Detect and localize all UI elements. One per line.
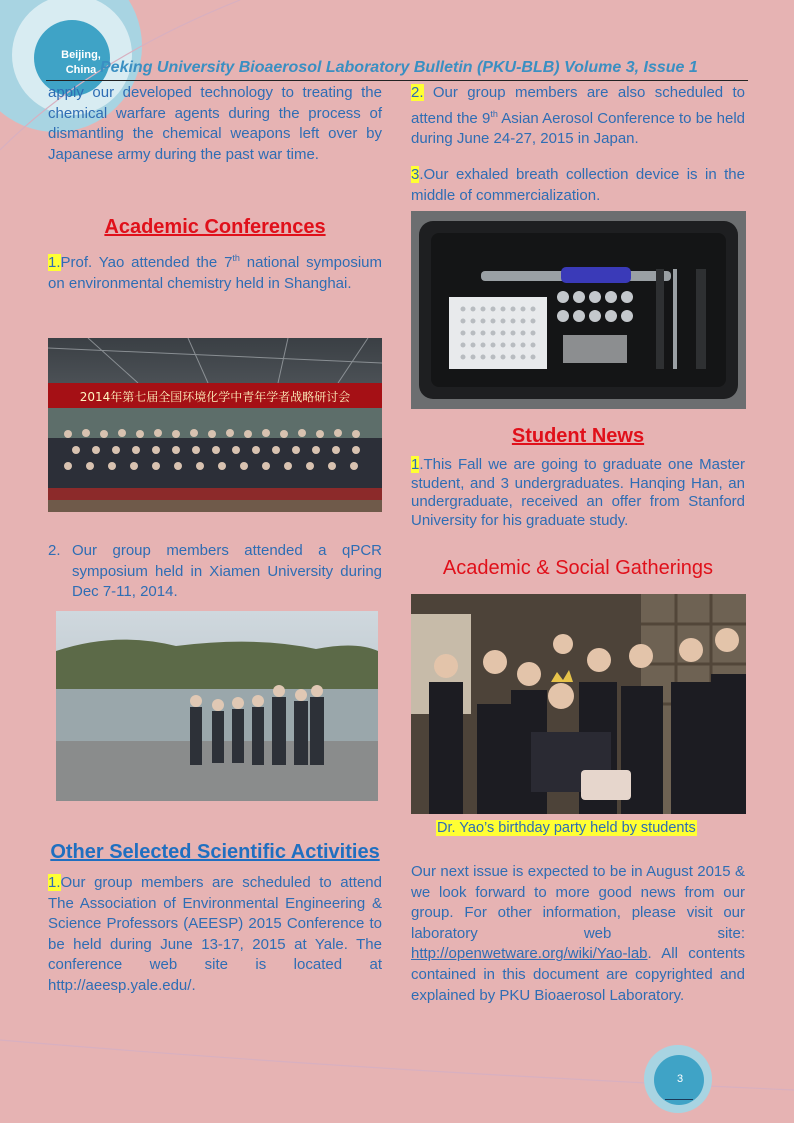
student-news-item-1-text: .This Fall we are going to graduate one Master student, and 3 undergraduates. Hanqing Han, an undergraduate, received an offer from Stanford University for his graduate study. — [411, 456, 745, 529]
conference-item-1-text: Prof. Yao attended the 7 — [60, 254, 233, 271]
birthday-caption: Dr. Yao’s birthday party held by students — [437, 820, 696, 836]
student-news-heading: Student News — [511, 425, 645, 447]
superscript: th — [232, 253, 240, 263]
right-item-2 — [411, 83, 745, 150]
lab-website-link[interactable]: http://openwetware.org/wiki/Yao-lab — [411, 945, 648, 963]
item-number-highlight: 3 — [411, 166, 420, 183]
location-line-2: China — [65, 64, 97, 76]
conference-item-2 — [48, 541, 382, 603]
academic-conferences-heading: Academic Conferences — [104, 216, 326, 238]
breath-collection-device-photo — [411, 211, 746, 409]
item-number-highlight: 1 — [411, 456, 420, 473]
birthday-party-photo — [411, 594, 746, 814]
other-activities-heading: Other Selected Scientific Activities — [50, 841, 380, 863]
gatherings-heading: Academic & Social Gatherings — [442, 557, 714, 579]
header-rule — [46, 80, 748, 81]
conference-item-1-text-end: national symposium on environmental chemistry held in Shanghai. — [48, 254, 382, 292]
item-number-highlight: 1. — [48, 874, 61, 891]
birthday-photo-art — [411, 594, 746, 814]
closing-paragraph — [411, 862, 745, 1006]
closing-text-end: . All contents contained in this document are copyrighted and explained by PKU Bioaerosol Laboratory. — [411, 945, 745, 1004]
other-activity-item-1-text: Our group members are scheduled to attend The Association of Environmental Engineering & Science Professors (AEESP) 2015 Conference to be held during June 13-17, 2015 at Yale. The conference web site is located at http://aeesp.yale.edu/. — [48, 874, 382, 994]
bulletin-title: Peking University Bioaerosol Laboratory Bulletin (PKU-BLB) Volume 3, Issue 1 — [100, 59, 698, 76]
conference-item-1 — [48, 248, 382, 294]
symposium-photo-art — [48, 338, 382, 512]
right-item-2-text-end: Asian Aerosol Conference to be held during June 24-27, 2015 in Japan. — [411, 109, 745, 148]
device-photo-art — [411, 211, 746, 409]
superscript: th — [490, 108, 498, 119]
symposium-banner-text: 2014年第七届全国环境化学中青年学者战略研讨会 — [79, 390, 351, 404]
item-number-highlight: 2. — [411, 84, 424, 101]
xiamen-photo-art — [56, 611, 378, 801]
right-item-3-text: .Our exhaled breath collection device is in the middle of commercialization. — [411, 166, 745, 204]
symposium-group-photo — [48, 338, 382, 512]
right-item-3 — [411, 165, 745, 206]
item-number-highlight: 1. — [48, 254, 61, 271]
page-number-rule — [665, 1099, 693, 1100]
right-item-2-text: Our group members are also scheduled to attend the 9 — [411, 84, 745, 127]
intro-paragraph: apply our developed technology to treating the chemical warfare agents during the process of dismantling the chemical weapons left over by Japanese army during the past war time. — [48, 84, 382, 163]
xiamen-group-photo — [56, 611, 378, 801]
page-number: 3 — [676, 1073, 684, 1085]
item-number: 2. — [48, 542, 61, 559]
conference-item-2-text: Our group members attended a qPCR symposium held in Xiamen University during Dec 7-11, 2014. — [72, 542, 382, 601]
location-line-1: Beijing, — [61, 49, 101, 61]
student-news-item-1 — [411, 456, 745, 530]
closing-text: Our next issue is expected to be in August 2015 & we look forward to more good news from our group. For other information, please visit our laboratory web site: — [411, 863, 745, 942]
other-activity-item-1 — [48, 873, 382, 997]
